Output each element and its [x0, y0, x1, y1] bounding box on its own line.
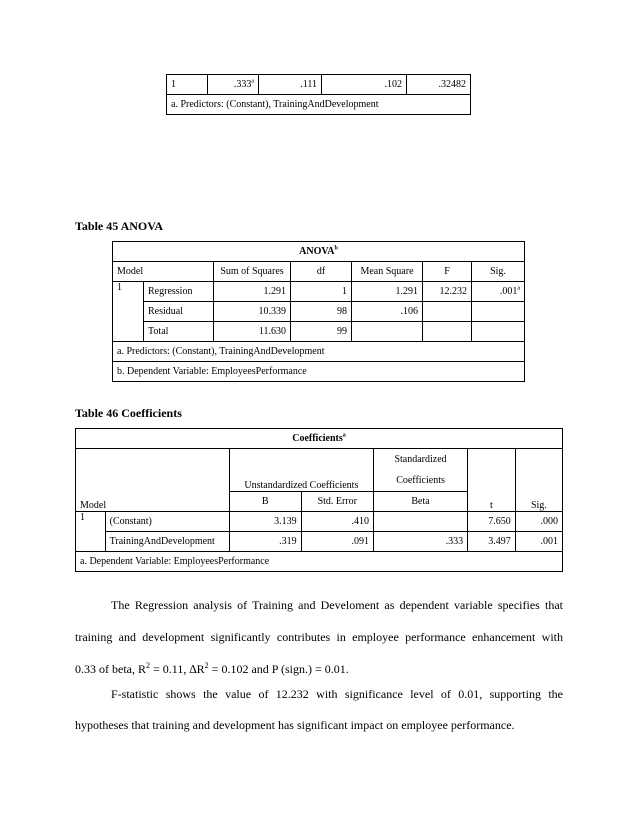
paragraph-line: The Regression analysis of Training and Develoment as dependent variable specifies that: [111, 598, 563, 612]
table-cell: .319: [229, 532, 301, 552]
row-label: TrainingAndDevelopment: [105, 532, 229, 552]
table-cell: .001: [515, 532, 562, 552]
table-cell: [352, 322, 423, 342]
column-header: Sum of Squares: [214, 262, 291, 282]
column-header: B: [229, 492, 301, 512]
table-cell: 3.139: [229, 512, 301, 532]
paragraph-line: hypotheses that training and development has significant impact on employee performance.: [75, 718, 515, 732]
table-row: [167, 95, 471, 115]
table-row: [113, 282, 525, 302]
column-header: df: [291, 262, 352, 282]
footnote-cell: b. Dependent Variable: EmployeesPerformance: [113, 362, 525, 382]
table-cell: 3.497: [468, 532, 516, 552]
table-header-row: [76, 449, 563, 492]
table-row: [76, 512, 563, 532]
column-header: F: [423, 262, 472, 282]
table-cell: .091: [301, 532, 373, 552]
table-row: [113, 342, 525, 362]
table-row: [167, 75, 471, 95]
adj-r-square-cell: .102: [322, 75, 407, 95]
table-row: [76, 552, 563, 572]
row-label: (Constant): [105, 512, 229, 532]
table-cell: 10.339: [214, 302, 291, 322]
column-group-header: Unstandardized Coefficients: [229, 449, 373, 492]
column-header: Model: [76, 449, 230, 512]
paragraph-line: F-statistic shows the value of 12.232 with significance level of 0.01, supporting the: [111, 687, 563, 701]
coefficients-heading: Table 46 Coefficients: [75, 406, 182, 420]
column-header: Model: [113, 262, 214, 282]
table-header-row: [113, 262, 525, 282]
r-cell: .333$^a$: [208, 75, 259, 95]
column-header: Mean Square: [352, 262, 423, 282]
footnote-cell: a. Predictors: (Constant), TrainingAndDevelopment: [167, 95, 471, 115]
table-cell: 11.630: [214, 322, 291, 342]
footnote-cell: a. Dependent Variable: EmployeesPerformance: [76, 552, 563, 572]
table-row: [113, 302, 525, 322]
table-cell: .000: [515, 512, 562, 532]
row-label: Regression: [144, 282, 214, 302]
paragraph-line: training and development significantly contributes in employee performance enhancement with: [75, 630, 563, 644]
table-cell: [472, 322, 525, 342]
row-label: Residual: [144, 302, 214, 322]
column-header: Sig.: [515, 449, 562, 512]
anova-title: ANOVA$^b$: [113, 242, 525, 262]
table-cell: 12.232: [423, 282, 472, 302]
column-group-header: Standardized Coefficients: [373, 449, 467, 492]
table-cell: [423, 302, 472, 322]
model-number-cell: 1: [76, 512, 106, 552]
paragraph-fstatistic: [75, 687, 563, 732]
table-cell: 1.291: [352, 282, 423, 302]
column-header: Std. Error: [301, 492, 373, 512]
r-square-cell: .111: [259, 75, 322, 95]
coefficients-table: [75, 428, 563, 572]
table-row: [76, 429, 563, 449]
model-number-cell: 1: [167, 75, 208, 95]
table-cell: .001$^a$: [472, 282, 525, 302]
table-cell: [423, 322, 472, 342]
paragraph-line: 0.33 of beta, $R^2 = 0.11$, $\Delta R^2 = 0.102$ and P (sign.) = 0.01.: [75, 661, 349, 676]
column-header: Sig.: [472, 262, 525, 282]
table-row: [76, 532, 563, 552]
table-cell: 99: [291, 322, 352, 342]
table-cell: 7.650: [468, 512, 516, 532]
anova-heading: Table 45 ANOVA: [75, 219, 164, 233]
table-cell: 98: [291, 302, 352, 322]
row-label: Total: [144, 322, 214, 342]
coefficients-title: Coefficients$^a$: [76, 429, 563, 449]
table-cell: .106: [352, 302, 423, 322]
table-cell: [373, 512, 467, 532]
column-header: Beta: [373, 492, 467, 512]
column-header: t: [468, 449, 516, 512]
model-summary-table: [166, 74, 471, 115]
table-cell: 1.291: [214, 282, 291, 302]
model-number-cell: 1: [113, 282, 144, 342]
table-row: [113, 242, 525, 262]
std-error-cell: .32482: [407, 75, 471, 95]
table-cell: .333: [373, 532, 467, 552]
table-row: [113, 362, 525, 382]
table-cell: .410: [301, 512, 373, 532]
table-cell: 1: [291, 282, 352, 302]
table-row: [113, 322, 525, 342]
footnote-cell: a. Predictors: (Constant), TrainingAndDevelopment: [113, 342, 525, 362]
table-cell: [472, 302, 525, 322]
anova-table: [112, 241, 525, 382]
paragraph-regression: [75, 598, 563, 676]
